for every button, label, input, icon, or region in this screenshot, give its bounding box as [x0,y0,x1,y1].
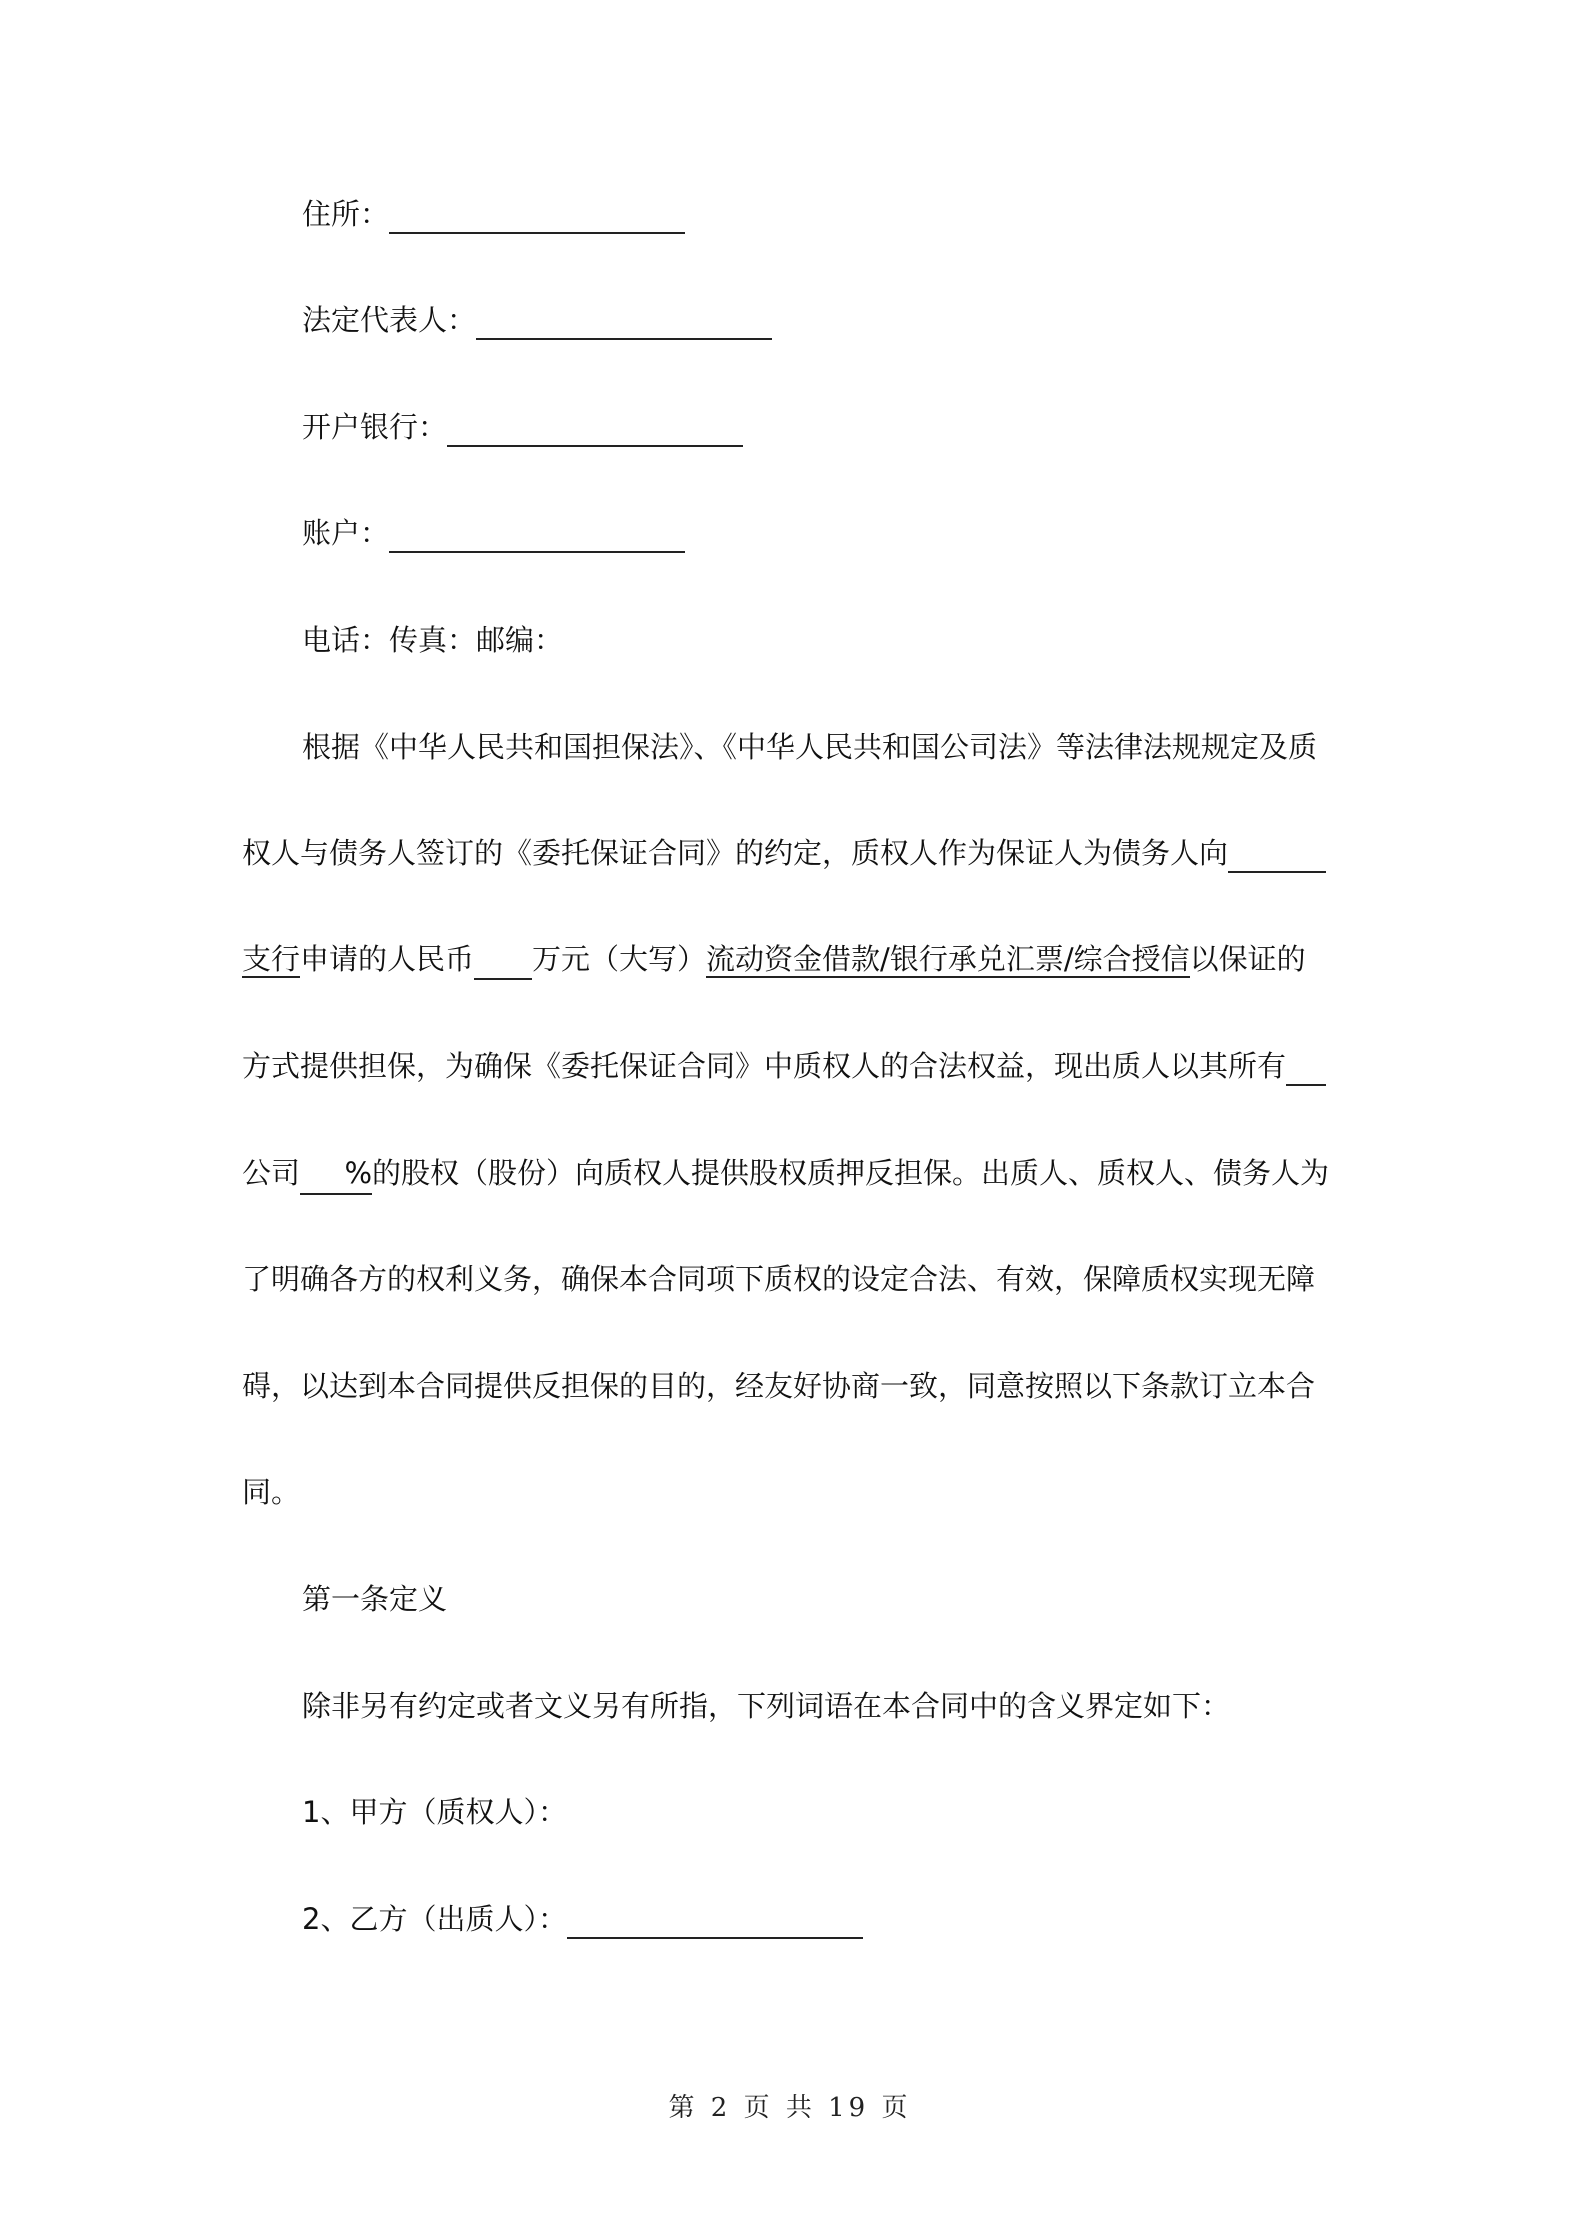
preamble-line-8: 同。 [242,1475,301,1509]
preamble-line-2-text: 权人与债务人签订的《委托保证合同》的约定，质权人作为保证人为债务人向 [242,836,1229,870]
bank-row [302,407,1352,447]
preamble-line-2 [242,833,1352,873]
bank-label: 开户银行： [302,410,448,444]
preamble-line-3 [242,939,1352,980]
legal-rep-blank [476,304,772,340]
account-blank [389,517,685,553]
contact-row [302,620,1352,660]
article-1-item-1: 1、甲方（质权人）： [302,1795,567,1829]
bank-blank [447,411,743,447]
apply-text: 申请的人民币 [300,942,475,976]
address-blank [389,198,685,234]
pledge-text: 的股权（股份）向质权人提供股权质押反担保。出质人、质权人、债务人为 [372,1156,1330,1190]
preamble-line-1: 根据《中华人民共和国担保法》、《中华人民共和国公司法》等法律法规规定及质 [302,730,1318,764]
article-1-item-2: 2、乙方（出质人）： [302,1902,567,1936]
preamble-line-4 [242,1046,1352,1086]
address-label: 住所： [302,197,390,231]
credit-type-text: 流动资金借款/银行承兑汇票/综合授信 [706,942,1190,976]
owned-company-blank [1286,1050,1326,1086]
preamble-line-4-text: 方式提供担保，为确保《委托保证合同》中质权人的合法权益，现出质人以其所有 [242,1049,1287,1083]
contact-label: 电话：传真：邮编： [302,623,564,657]
page-number: 第 2 页 共 19 页 [668,2093,912,2123]
preamble-line-5 [242,1153,1352,1195]
account-row [302,513,1352,553]
article-1-intro: 除非另有约定或者文义另有所指，下列词语在本合同中的含义界定如下： [302,1689,1231,1723]
guarantee-text: 以保证的 [1189,942,1306,976]
account-label: 账户： [302,516,390,550]
legal-rep-row [302,300,1352,340]
article-1-item-2-row [302,1899,1352,1939]
amount-blank [474,944,532,980]
branch-text: 支行 [242,942,301,976]
company-text: 公司 [242,1156,301,1190]
creditor-bank-blank [1228,837,1326,873]
preamble-line-7: 碍，以达到本合同提供反担保的目的，经友好协商一致，同意按照以下条款订立本合 [242,1369,1316,1403]
percent-blank: % [300,1153,372,1195]
amount-unit-text: 万元（大写） [532,942,707,976]
legal-rep-label: 法定代表人： [302,303,477,337]
address-row [302,194,1352,234]
article-1-title: 第一条定义 [302,1582,448,1616]
pledgor-blank [567,1903,863,1939]
preamble-line-6: 了明确各方的权利义务，确保本合同项下质权的设定合法、有效，保障质权实现无障 [242,1262,1316,1296]
